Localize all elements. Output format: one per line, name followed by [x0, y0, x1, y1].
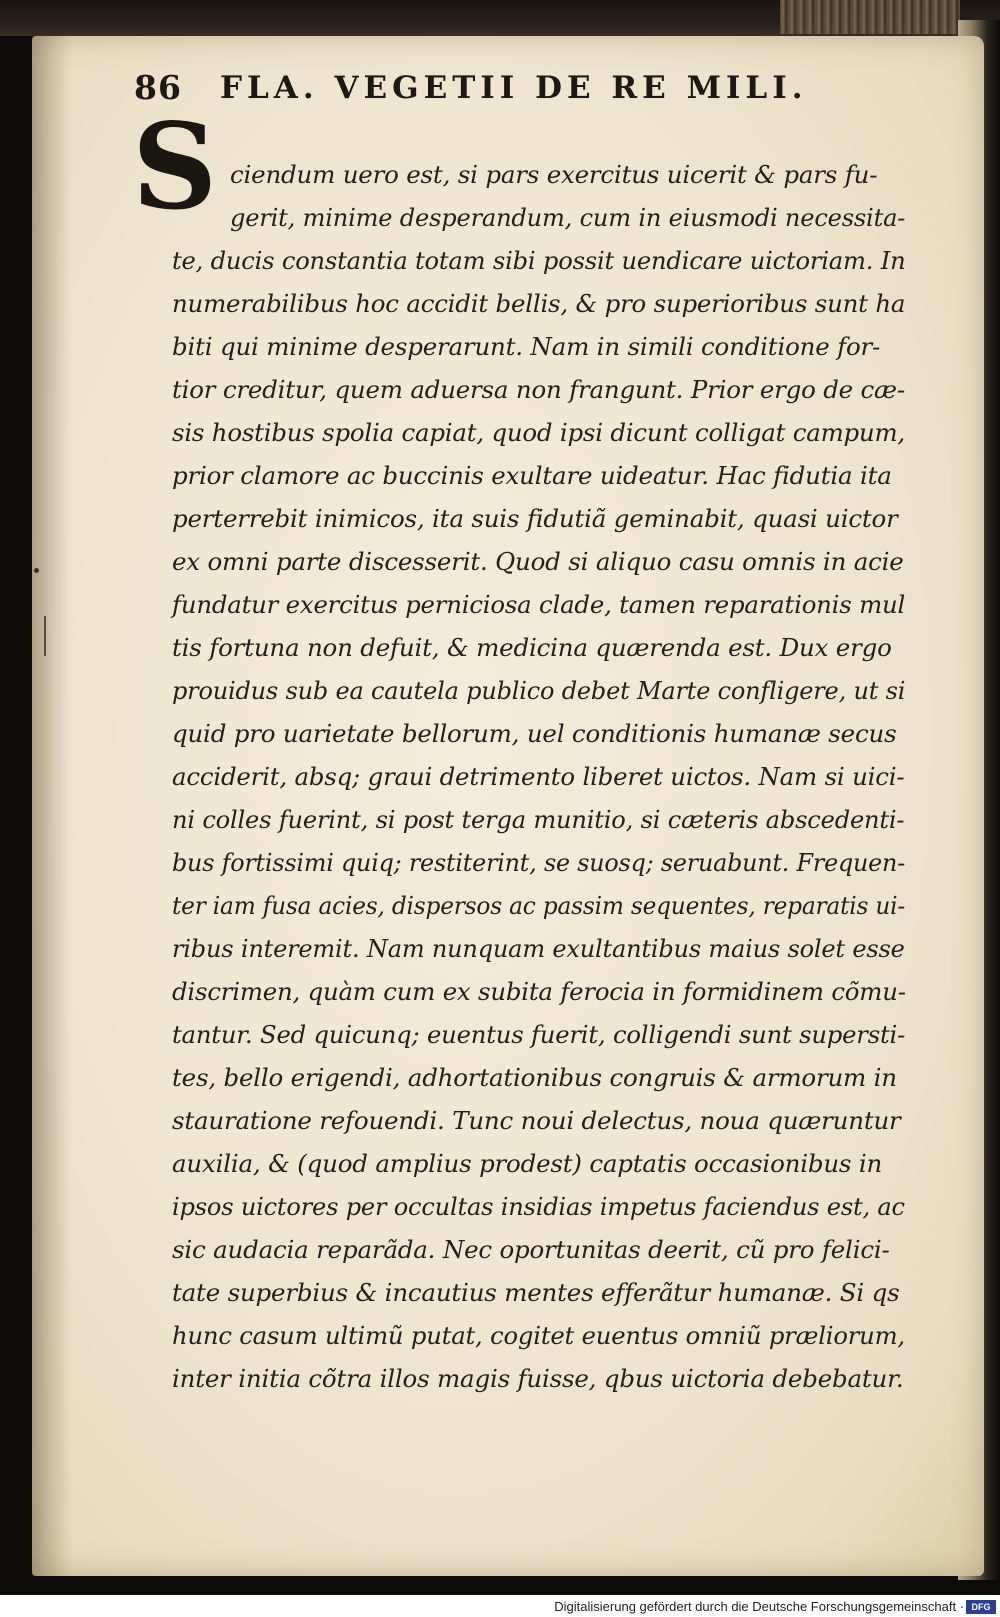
text-line: tes, bello erigendi, adhortationibus congruis & armorum in [172, 1063, 897, 1092]
text-line: numerabilibus hoc accidit bellis, & pro superioribus sunt ha [172, 289, 906, 318]
gutter-shadow [32, 36, 72, 1576]
text-line: inter initia cõtra illos magis fuisse, qbus uictoria debebatur. [172, 1364, 904, 1393]
text-line: prouidus sub ea cautela publico debet Marte confligere, ut si [172, 676, 906, 705]
text-line: fundatur exercitus perniciosa clade, tamen reparationis mul [172, 590, 906, 619]
text-line: sis hostibus spolia capiat, quod ipsi dicunt colligat campum, [172, 418, 905, 447]
text-line: te, ducis constantia totam sibi possit uendicare uictoriam. In [172, 246, 906, 275]
text-line: stauratione refouendi. Tunc noui delectus, noua quæruntur [172, 1106, 901, 1135]
text-line: ni colles fuerint, si post terga munitio, si cæteris abscedenti- [172, 805, 905, 834]
text-line: hunc casum ultimũ putat, cogitet euentus omniũ præliorum, [172, 1321, 905, 1350]
text-line: auxilia, & (quod amplius prodest) captatis occasionibus in [172, 1149, 883, 1178]
text-line: prior clamore ac buccinis exultare uideatur. Hac fidutia ita [172, 461, 892, 490]
text-line: ipsos uictores per occultas insidias impetus faciendus est, ac [172, 1192, 905, 1221]
margin-mark [34, 568, 39, 573]
text-line: bus fortissimi quiq; restiterint, se suosq; seruabunt. Frequen- [172, 848, 906, 877]
margin-mark [44, 616, 46, 656]
text-line: tate superbius & incautius mentes efferãtur humanæ. Si qs [172, 1278, 900, 1307]
book-binding [780, 0, 960, 34]
text-line: tior creditur, quem aduersa non frangunt. Prior ergo de cæ- [172, 375, 905, 404]
text-line: ter iam fusa acies, dispersos ac passim sequentes, reparatis ui- [172, 891, 906, 920]
text-line: biti qui minime desperarunt. Nam in simili conditione for- [172, 332, 881, 361]
digitization-credit: Digitalisierung gefördert durch die Deutsche Forschungsgemeinschaft · [554, 1599, 964, 1614]
text-line: ciendum uero est, si pars exercitus uicerit & pars fu- [230, 160, 878, 189]
text-line: ex omni parte discesserit. Quod si aliquo casu omnis in acie [172, 547, 904, 576]
text-line: acciderit, absq; graui detrimento liberet uictos. Nam si uici- [172, 762, 905, 791]
text-line: ribus interemit. Nam nunquam exultantibus maius solet esse [172, 934, 905, 963]
text-line: perterrebit inimicos, ita suis fidutiã geminabit, quasi uictor [172, 504, 898, 533]
page-number: 86 [134, 68, 182, 107]
text-line: discrimen, quàm cum ex subita ferocia in formidinem cõmu- [172, 977, 906, 1006]
dfg-logo: DFG [966, 1600, 996, 1614]
running-head: FLA. VEGETII DE RE MILI. [220, 70, 808, 106]
text-line: tantur. Sed quicunq; euentus fuerit, colligendi sunt supersti- [172, 1020, 906, 1049]
text-line: quid pro uarietate bellorum, uel conditionis humanæ secus [172, 719, 897, 748]
text-line: sic audacia reparãda. Nec oportunitas deerit, cũ pro felici- [172, 1235, 890, 1264]
text-line: tis fortuna non defuit, & medicina quærenda est. Dux ergo [172, 633, 892, 662]
text-line: gerit, minime desperandum, cum in eiusmodi necessita- [230, 203, 906, 232]
drop-cap: S [132, 97, 218, 236]
